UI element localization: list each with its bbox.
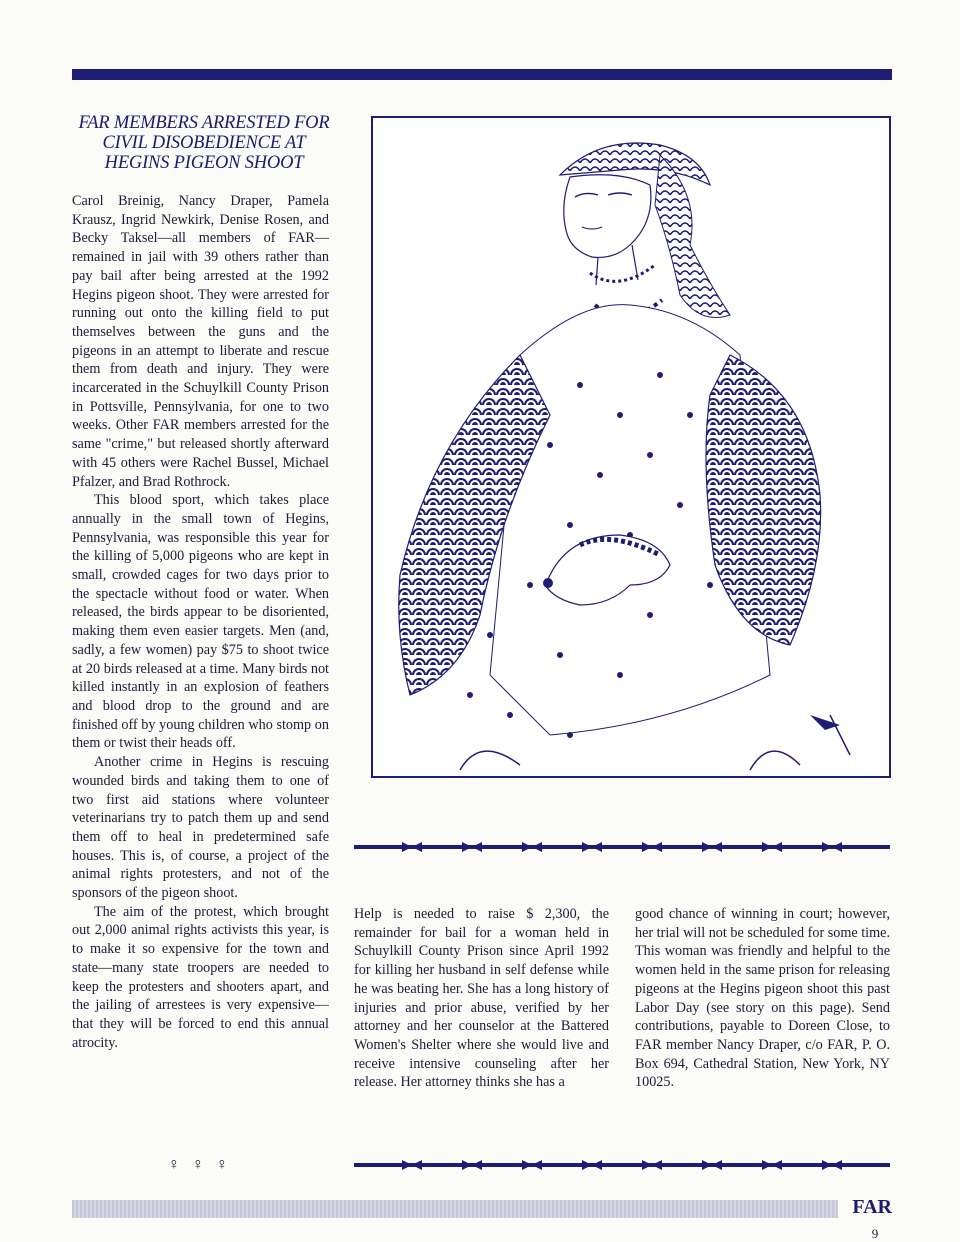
appeal-body-right [635,905,890,1092]
article-body-left [72,192,329,1052]
footer-band [72,1200,838,1218]
article-paragraph: Another crime in Hegins is rescuing wounded birds and taking them to one of two first aid stations where volunteer veterinarians try to patch them up and send them off to heal in predetermined safe houses. This is, of course, a project of the animal rights protesters, and not of the sponsors of the pigeon shoot. [72,754,329,902]
ornamental-divider [354,840,890,854]
top-rule [72,69,892,80]
page-number: 9 [871,1226,879,1241]
article-paragraph: Carol Breinig, Nancy Draper, Pamela Krausz, Ingrid Newkirk, Denise Rosen, and Becky Taksel—all members of FAR—remained in jail with 39 others rather than pay bail after being arrested at the 1992 Hegins pigeon shoot. They were arrested for running out onto the killing field to put themselves between the guns and the pigeons in an attempt to liberate and rescue them from death and injury. They were incarcerated in the Schuylkill County Prison in Pottsville, Pennsylvania, for one to two weeks. Other FAR members arrested for the same "crime," but released shortly afterward with 45 others were Rachel Bussel, Michael Pfalzer, and Brad Rothrock. [72,193,329,490]
illustration [370,115,892,779]
appeal-body-left [354,905,609,1092]
appeal-paragraph: Help is needed to raise $ 2,300, the remainder for bail for a woman held in Schuylkill County Prison since April 1992 for killing her husband in self defense while he was beating her. She has a long history of injuries and prior abuse, verified by her attorney and her counselor at the Battered Women's Shelter where she would live and receive intensive counseling after her release. Her attorney thinks she has a [354,906,609,1091]
appeal-paragraph: good chance of winning in court; however, her trial will not be scheduled for some time. This woman was friendly and helpful to the women held in the same prison for releasing pigeons at the Hegins pigeon shoot this past Labor Day (see story on this page). Send contributions, payable to Doreen Close, to FAR member Nancy Draper, c/o FAR, P. O. Box 694, Cathedral Station, New York, NY 10025. [635,906,890,1091]
footer-logo: FAR [852,1196,892,1218]
end-mark: ♀ ♀ ♀ [168,1156,232,1173]
article-headline: FAR MEMBERS ARRESTED FOR CIVIL DISOBEDIENCE AT HEGINS PIGEON SHOOT [78,113,330,173]
article-paragraph: The aim of the protest, which brought out 2,000 animal rights activists this year, is to make it so expensive for the town and state—many state troopers are needed to keep the protesters and shooters apart, and the jailing of arrestees is very expensive—that they will be forced to end this annual atrocity. [72,903,329,1051]
article-paragraph: This blood sport, which takes place annually in the small town of Hegins, Pennsylvania, was responsible this year for the killing of 5,000 pigeons who are kept in small, crowded cages for two days prior to the spectacle without food or water. When released, the birds appear to be disoriented, making them even easier targets. Men (and, sadly, a few women) pay $75 to shoot twice at 20 birds released at a time. Many birds not killed instantly in an explosion of feathers and blood drop to the ground and are finished off by young children who stomp on them or twist their heads off. [72,492,329,752]
ornamental-divider [354,1158,890,1172]
